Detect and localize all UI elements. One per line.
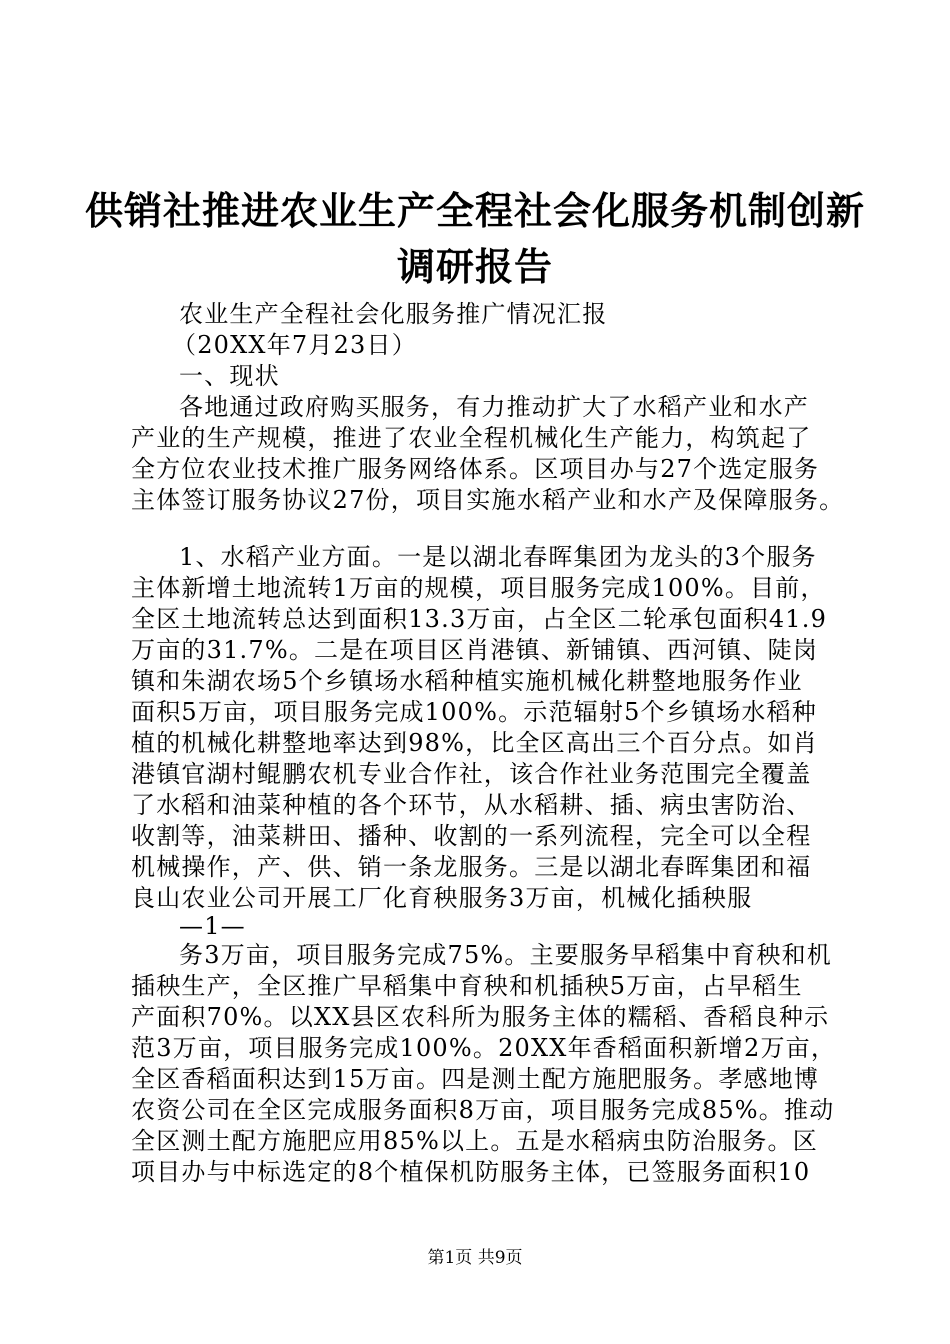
paragraph-line: 产业的生产规模，推进了农业全程机械化生产能力，构筑起了 bbox=[131, 424, 812, 452]
paragraph-line: 植的机械化耕整地率达到98%，比全区高出三个百分点。如肖 bbox=[131, 729, 818, 757]
paragraph-line: 主体新增土地流转1万亩的规模，项目服务完成100%。目前， bbox=[131, 574, 826, 602]
paragraph-line: 1、水稻产业方面。一是以湖北春晖集团为龙头的3个服务 bbox=[179, 543, 817, 571]
page-marker: —1— bbox=[179, 912, 246, 940]
paragraph-line: 插秧生产，全区推广早稻集中育秧和机插秧5万亩，占早稻生 bbox=[131, 972, 803, 1000]
paragraph-line: 全区测土配方施肥应用85%以上。五是水稻病虫防治服务。区 bbox=[131, 1127, 818, 1155]
paragraph-line: 全区香稻面积达到15万亩。四是测土配方施肥服务。孝感地博 bbox=[131, 1065, 820, 1093]
page-footer: 第1页 共9页 bbox=[427, 1248, 523, 1268]
paragraph-line: 农资公司在全区完成服务面积8万亩，项目服务完成85%。推动 bbox=[131, 1096, 835, 1124]
paragraph-line: 务3万亩，项目服务完成75%。主要服务早稻集中育秧和机 bbox=[179, 941, 833, 969]
paragraph-line: 全方位农业技术推广服务网络体系。区项目办与27个选定服务 bbox=[131, 455, 820, 483]
report-date: （20XX年7月23日） bbox=[172, 331, 417, 359]
paragraph-line: 全区土地流转总达到面积13.3万亩，占全区二轮承包面积41.9 bbox=[131, 605, 828, 633]
paragraph-line: 面积5万亩，项目服务完成100%。示范辐射5个乡镇场水稻种 bbox=[131, 698, 817, 726]
paragraph-line: 港镇官湖村鲲鹏农机专业合作社，该合作社业务范围完全覆盖 bbox=[131, 760, 812, 788]
paragraph-line: 主体签订服务协议27份，项目实施水稻产业和水产及保障服务。 bbox=[131, 486, 845, 514]
section-heading: 一、现状 bbox=[179, 362, 280, 390]
paragraph-line: 良山农业公司开展工厂化育秧服务3万亩，机械化插秧服 bbox=[131, 884, 753, 912]
paragraph-line: 镇和朱湖农场5个乡镇场水稻种植实施机械化耕整地服务作业 bbox=[131, 667, 803, 695]
paragraph-line: 了水稻和油菜种植的各个环节，从水稻耕、插、病虫害防治、 bbox=[131, 791, 812, 819]
paragraph-line: 项目办与中标选定的8个植保机防服务主体，已签服务面积10 bbox=[131, 1158, 811, 1186]
paragraph-line: 各地通过政府购买服务，有力推动扩大了水稻产业和水产 bbox=[179, 393, 809, 421]
paragraph-line: 收割等，油菜耕田、播种、收割的一系列流程，完全可以全程 bbox=[131, 822, 812, 850]
paragraph-line: 万亩的31.7%。二是在项目区肖港镇、新铺镇、西河镇、陡岗 bbox=[131, 636, 819, 664]
paragraph-line: 范3万亩，项目服务完成100%。20XX年香稻面积新增2万亩， bbox=[131, 1034, 837, 1062]
document-title-line-2: 调研报告 bbox=[396, 244, 553, 289]
paragraph-line: 产面积70%。以XX县区农科所为服务主体的糯稻、香稻良种示 bbox=[131, 1003, 830, 1031]
document-title-line-1: 供销社推进农业生产全程社会化服务机制创新 bbox=[84, 188, 865, 233]
subtitle: 农业生产全程社会化服务推广情况汇报 bbox=[179, 300, 608, 328]
paragraph-line: 机械操作，产、供、销一条龙服务。三是以湖北春晖集团和福 bbox=[131, 853, 812, 881]
